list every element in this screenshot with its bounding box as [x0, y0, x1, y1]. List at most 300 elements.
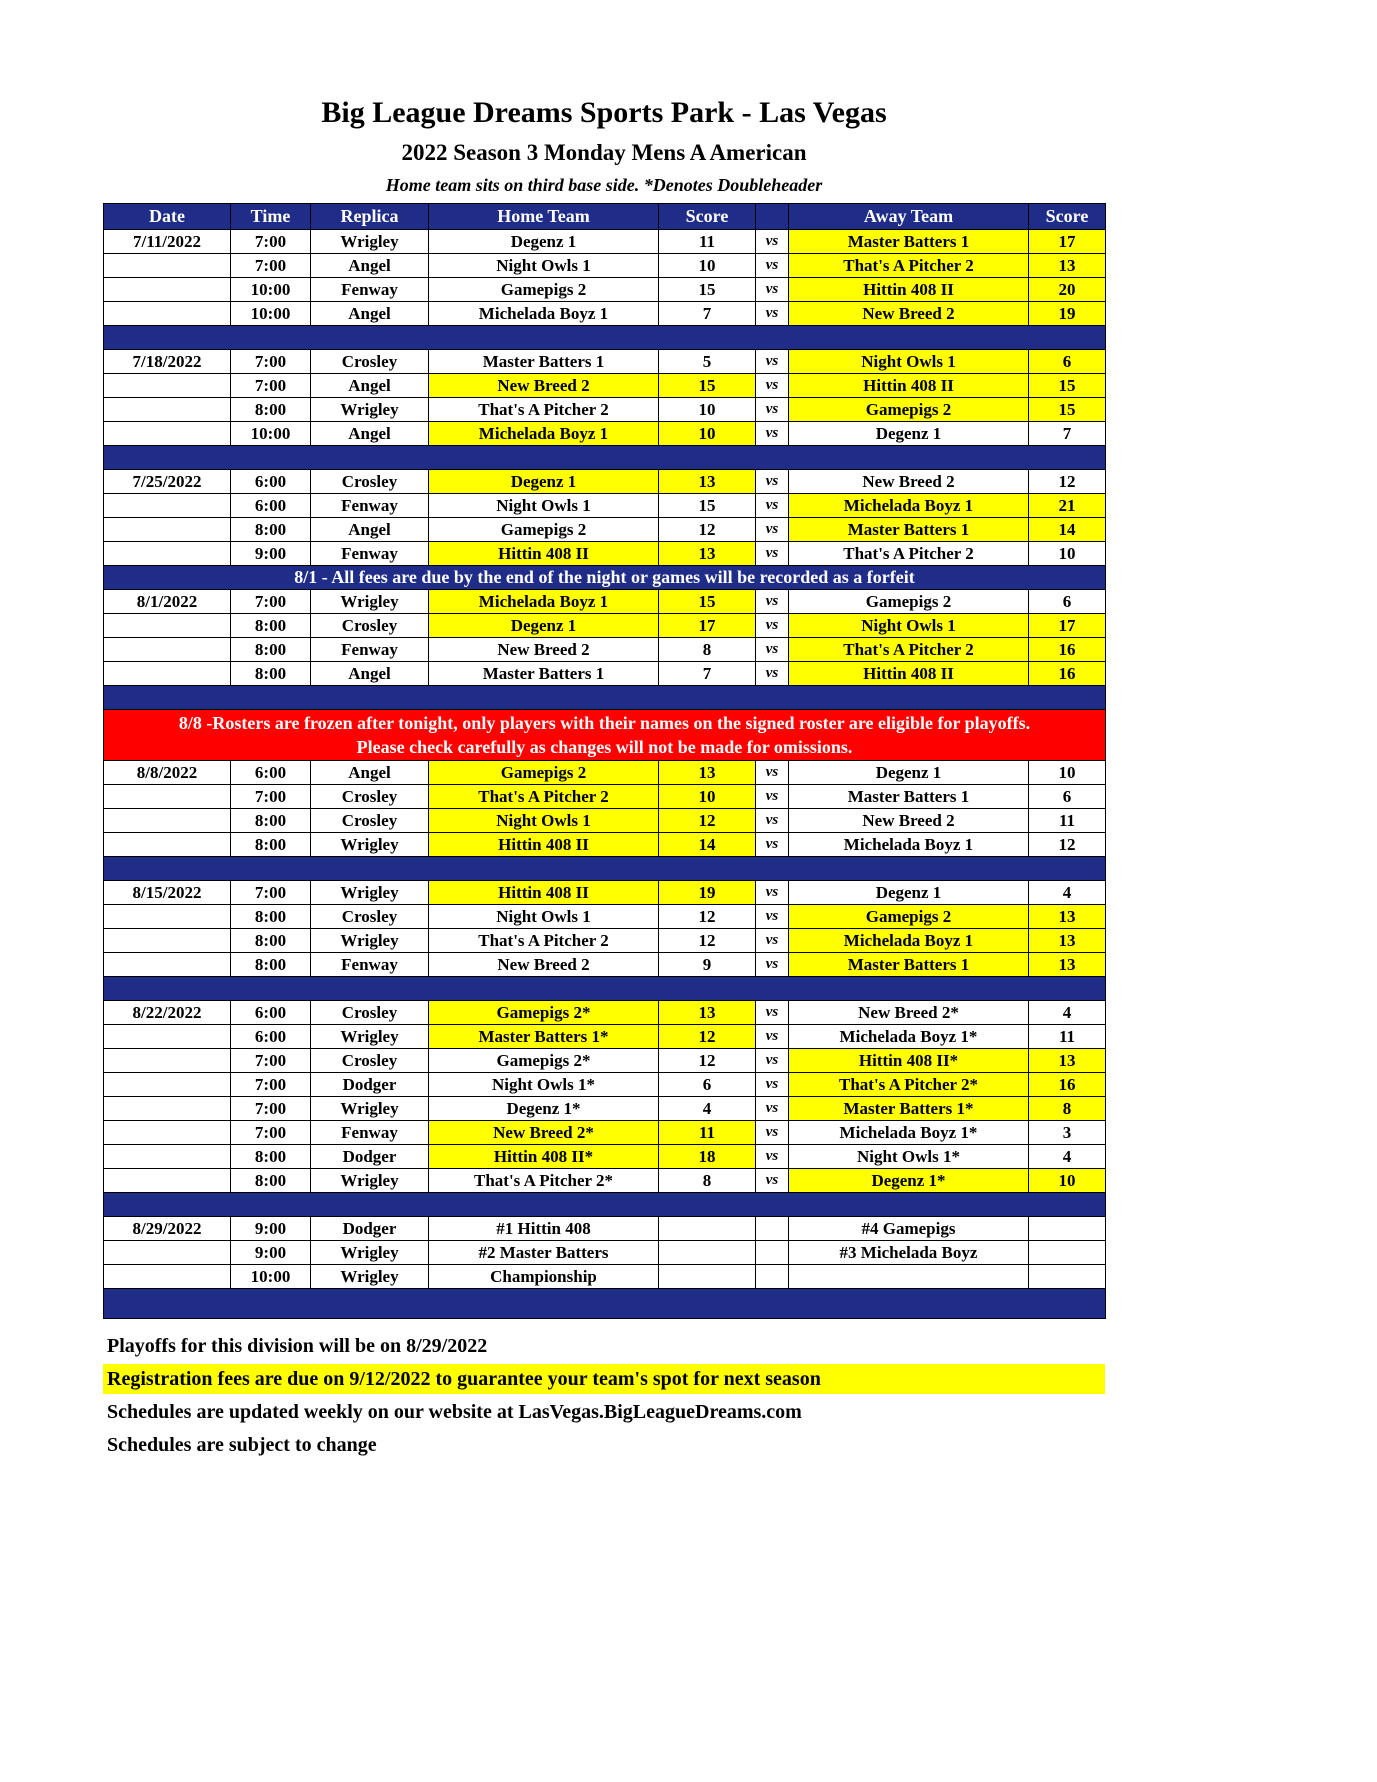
date-cell [104, 1169, 231, 1193]
vs-cell: vs [756, 230, 789, 254]
home-team-cell: Master Batters 1 [429, 662, 659, 686]
home-score-cell: 10 [659, 785, 756, 809]
game-row [104, 953, 1106, 977]
home-score-cell: 10 [659, 398, 756, 422]
game-row [104, 1049, 1106, 1073]
home-team-cell: Night Owls 1* [429, 1073, 659, 1097]
divider-band [104, 326, 1106, 350]
date-cell [104, 929, 231, 953]
away-score-cell: 11 [1029, 809, 1106, 833]
away-score-cell: 3 [1029, 1121, 1106, 1145]
game-row [104, 1097, 1106, 1121]
date-cell [104, 638, 231, 662]
replica-cell: Crosley [311, 614, 429, 638]
away-score-cell: 8 [1029, 1097, 1106, 1121]
home-score-cell: 8 [659, 1169, 756, 1193]
home-team-cell: Night Owls 1 [429, 494, 659, 518]
time-cell: 9:00 [231, 1241, 311, 1265]
home-score-cell: 18 [659, 1145, 756, 1169]
vs-cell: vs [756, 302, 789, 326]
away-score-cell: 4 [1029, 881, 1106, 905]
time-cell: 10:00 [231, 1265, 311, 1289]
away-score-cell: 10 [1029, 761, 1106, 785]
away-team-cell: New Breed 2 [789, 302, 1029, 326]
home-team-cell: Gamepigs 2 [429, 518, 659, 542]
game-row [104, 1073, 1106, 1097]
time-cell: 7:00 [231, 1097, 311, 1121]
away-score-cell [1029, 1217, 1106, 1241]
date-cell [104, 302, 231, 326]
away-score-cell: 20 [1029, 278, 1106, 302]
away-team-cell: New Breed 2 [789, 809, 1029, 833]
away-score-cell: 17 [1029, 614, 1106, 638]
date-cell: 8/8/2022 [104, 761, 231, 785]
column-header-replica: Replica [311, 204, 429, 230]
home-team-cell: Hittin 408 II [429, 881, 659, 905]
replica-cell: Crosley [311, 1049, 429, 1073]
time-cell: 9:00 [231, 1217, 311, 1241]
vs-cell: vs [756, 1169, 789, 1193]
home-team-cell: Degenz 1 [429, 470, 659, 494]
roster-alert-text: 8/8 -Rosters are frozen after tonight, only players with their names on the signed roster are eligible for playoffs. Please check carefully as changes will not be made for omissions. [104, 710, 1106, 761]
home-score-cell: 11 [659, 1121, 756, 1145]
game-row [104, 905, 1106, 929]
footer-registration-note: Registration fees are due on 9/12/2022 to guarantee your team's spot for next season [103, 1364, 1105, 1394]
away-team-cell: #4 Gamepigs [789, 1217, 1029, 1241]
home-team-cell: Hittin 408 II [429, 542, 659, 566]
away-score-cell: 13 [1029, 254, 1106, 278]
replica-cell: Fenway [311, 953, 429, 977]
time-cell: 7:00 [231, 590, 311, 614]
away-team-cell: That's A Pitcher 2 [789, 542, 1029, 566]
page-subtitle: 2022 Season 3 Monday Mens A American [401, 140, 807, 165]
game-row [104, 422, 1106, 446]
replica-cell: Wrigley [311, 230, 429, 254]
game-row [104, 230, 1106, 254]
vs-cell: vs [756, 1025, 789, 1049]
game-row [104, 1169, 1106, 1193]
game-row [104, 494, 1106, 518]
home-score-cell: 8 [659, 638, 756, 662]
home-team-cell: #1 Hittin 408 [429, 1217, 659, 1241]
game-row [104, 1121, 1106, 1145]
vs-cell: vs [756, 422, 789, 446]
away-score-cell: 6 [1029, 785, 1106, 809]
home-score-cell [659, 1241, 756, 1265]
away-score-cell: 11 [1029, 1025, 1106, 1049]
vs-cell: vs [756, 905, 789, 929]
time-cell: 7:00 [231, 881, 311, 905]
time-cell: 8:00 [231, 1169, 311, 1193]
home-team-cell: Gamepigs 2* [429, 1001, 659, 1025]
home-team-cell: Gamepigs 2 [429, 761, 659, 785]
column-header-score: Score [659, 204, 756, 230]
away-team-cell: Master Batters 1 [789, 230, 1029, 254]
vs-cell: vs [756, 614, 789, 638]
replica-cell: Fenway [311, 638, 429, 662]
time-cell: 8:00 [231, 518, 311, 542]
time-cell: 9:00 [231, 542, 311, 566]
home-score-cell: 12 [659, 518, 756, 542]
vs-cell: vs [756, 809, 789, 833]
time-cell: 6:00 [231, 1001, 311, 1025]
game-row [104, 302, 1106, 326]
home-score-cell: 19 [659, 881, 756, 905]
replica-cell: Dodger [311, 1073, 429, 1097]
time-cell: 10:00 [231, 422, 311, 446]
away-team-cell: New Breed 2* [789, 1001, 1029, 1025]
time-cell: 8:00 [231, 809, 311, 833]
replica-cell: Angel [311, 422, 429, 446]
game-row [104, 614, 1106, 638]
away-score-cell: 4 [1029, 1001, 1106, 1025]
replica-cell: Crosley [311, 809, 429, 833]
home-team-cell: Night Owls 1 [429, 254, 659, 278]
vs-cell: vs [756, 542, 789, 566]
away-score-cell: 13 [1029, 1049, 1106, 1073]
replica-cell: Angel [311, 662, 429, 686]
home-team-cell: #2 Master Batters [429, 1241, 659, 1265]
away-score-cell: 12 [1029, 470, 1106, 494]
away-score-cell: 16 [1029, 1073, 1106, 1097]
playoff-row [104, 1241, 1106, 1265]
column-header-home-team: Home Team [429, 204, 659, 230]
date-cell [104, 662, 231, 686]
replica-cell: Crosley [311, 350, 429, 374]
home-team-cell: Night Owls 1 [429, 905, 659, 929]
time-cell: 7:00 [231, 254, 311, 278]
date-cell: 7/18/2022 [104, 350, 231, 374]
away-team-cell: #3 Michelada Boyz [789, 1241, 1029, 1265]
home-score-cell: 9 [659, 953, 756, 977]
date-cell: 8/29/2022 [104, 1217, 231, 1241]
divider-band [104, 857, 1106, 881]
time-cell: 6:00 [231, 494, 311, 518]
vs-cell: vs [756, 398, 789, 422]
replica-cell: Fenway [311, 494, 429, 518]
divider-row [104, 857, 1106, 881]
game-row [104, 785, 1106, 809]
away-team-cell: Hittin 408 II [789, 662, 1029, 686]
vs-cell: vs [756, 1121, 789, 1145]
home-team-cell: Michelada Boyz 1 [429, 422, 659, 446]
away-team-cell: New Breed 2 [789, 470, 1029, 494]
home-team-cell: Degenz 1* [429, 1097, 659, 1121]
replica-cell: Wrigley [311, 929, 429, 953]
away-score-cell: 17 [1029, 230, 1106, 254]
away-team-cell: That's A Pitcher 2 [789, 254, 1029, 278]
date-cell: 7/25/2022 [104, 470, 231, 494]
away-score-cell: 14 [1029, 518, 1106, 542]
replica-cell: Fenway [311, 542, 429, 566]
replica-cell: Wrigley [311, 833, 429, 857]
page-header [103, 96, 1377, 196]
vs-cell: vs [756, 761, 789, 785]
time-cell: 8:00 [231, 833, 311, 857]
fees-notice-text: 8/1 - All fees are due by the end of the night or games will be recorded as a forfeit [104, 566, 1106, 590]
away-team-cell: Gamepigs 2 [789, 590, 1029, 614]
vs-cell: vs [756, 278, 789, 302]
vs-cell [756, 1241, 789, 1265]
date-cell [104, 1097, 231, 1121]
home-score-cell: 12 [659, 1049, 756, 1073]
date-cell [104, 542, 231, 566]
time-cell: 7:00 [231, 374, 311, 398]
away-team-cell: That's A Pitcher 2 [789, 638, 1029, 662]
replica-cell: Dodger [311, 1145, 429, 1169]
away-score-cell: 10 [1029, 542, 1106, 566]
home-score-cell: 13 [659, 1001, 756, 1025]
date-cell [104, 785, 231, 809]
schedule-table-body [104, 230, 1106, 1319]
away-team-cell: Hittin 408 II [789, 374, 1029, 398]
date-cell [104, 1073, 231, 1097]
replica-cell: Wrigley [311, 1169, 429, 1193]
home-score-cell: 13 [659, 470, 756, 494]
away-score-cell: 13 [1029, 953, 1106, 977]
home-score-cell: 10 [659, 254, 756, 278]
home-score-cell: 12 [659, 1025, 756, 1049]
away-team-cell: Master Batters 1 [789, 953, 1029, 977]
divider-band [104, 1289, 1106, 1319]
game-row [104, 1025, 1106, 1049]
time-cell: 8:00 [231, 662, 311, 686]
vs-cell: vs [756, 1073, 789, 1097]
home-score-cell: 7 [659, 662, 756, 686]
home-team-cell: Degenz 1 [429, 614, 659, 638]
date-cell [104, 518, 231, 542]
replica-cell: Wrigley [311, 1025, 429, 1049]
footer-website-note: Schedules are updated weekly on our website at LasVegas.BigLeagueDreams.com [107, 1401, 802, 1423]
schedule-table [103, 203, 1106, 1319]
page-title: Big League Dreams Sports Park - Las Vegas [321, 96, 887, 129]
replica-cell: Wrigley [311, 398, 429, 422]
vs-cell: vs [756, 590, 789, 614]
away-score-cell: 15 [1029, 374, 1106, 398]
game-row [104, 350, 1106, 374]
away-score-cell: 10 [1029, 1169, 1106, 1193]
divider-row [104, 977, 1106, 1001]
home-score-cell: 15 [659, 374, 756, 398]
date-cell [104, 1049, 231, 1073]
home-team-cell: New Breed 2* [429, 1121, 659, 1145]
header-note: Home team sits on third base side. *Denotes Doubleheader [385, 175, 823, 195]
home-team-cell: Degenz 1 [429, 230, 659, 254]
home-score-cell: 6 [659, 1073, 756, 1097]
away-score-cell: 6 [1029, 350, 1106, 374]
replica-cell: Dodger [311, 1217, 429, 1241]
home-score-cell: 14 [659, 833, 756, 857]
vs-cell: vs [756, 881, 789, 905]
roster-alert-row [104, 710, 1106, 761]
home-score-cell: 7 [659, 302, 756, 326]
game-row [104, 254, 1106, 278]
game-row [104, 518, 1106, 542]
replica-cell: Angel [311, 518, 429, 542]
home-team-cell: Gamepigs 2 [429, 278, 659, 302]
home-score-cell: 15 [659, 590, 756, 614]
home-score-cell: 13 [659, 542, 756, 566]
vs-cell: vs [756, 494, 789, 518]
game-row [104, 638, 1106, 662]
away-team-cell: Degenz 1 [789, 422, 1029, 446]
footer-playoffs-note: Playoffs for this division will be on 8/29/2022 [107, 1335, 488, 1357]
date-cell [104, 1265, 231, 1289]
replica-cell: Wrigley [311, 881, 429, 905]
time-cell: 7:00 [231, 1073, 311, 1097]
home-score-cell: 12 [659, 809, 756, 833]
game-row [104, 881, 1106, 905]
time-cell: 7:00 [231, 1049, 311, 1073]
game-row [104, 1145, 1106, 1169]
replica-cell: Crosley [311, 905, 429, 929]
away-team-cell [789, 1265, 1029, 1289]
time-cell: 8:00 [231, 614, 311, 638]
game-row [104, 929, 1106, 953]
divider-band [104, 686, 1106, 710]
away-score-cell: 13 [1029, 905, 1106, 929]
away-team-cell: Degenz 1 [789, 881, 1029, 905]
column-header-score: Score [1029, 204, 1106, 230]
vs-cell: vs [756, 1049, 789, 1073]
time-cell: 8:00 [231, 953, 311, 977]
away-team-cell: Michelada Boyz 1 [789, 833, 1029, 857]
time-cell: 7:00 [231, 230, 311, 254]
time-cell: 8:00 [231, 905, 311, 929]
date-cell [104, 953, 231, 977]
date-cell [104, 374, 231, 398]
away-score-cell: 19 [1029, 302, 1106, 326]
replica-cell: Angel [311, 374, 429, 398]
away-team-cell: Michelada Boyz 1 [789, 494, 1029, 518]
game-row [104, 470, 1106, 494]
away-team-cell: Master Batters 1 [789, 518, 1029, 542]
time-cell: 7:00 [231, 785, 311, 809]
home-team-cell: Master Batters 1* [429, 1025, 659, 1049]
time-cell: 6:00 [231, 470, 311, 494]
footer-subject-note: Schedules are subject to change [107, 1434, 377, 1456]
date-cell [104, 1145, 231, 1169]
vs-cell: vs [756, 350, 789, 374]
divider-band [104, 977, 1106, 1001]
away-score-cell: 4 [1029, 1145, 1106, 1169]
date-cell: 8/22/2022 [104, 1001, 231, 1025]
vs-cell: vs [756, 374, 789, 398]
home-team-cell: Michelada Boyz 1 [429, 590, 659, 614]
home-score-cell [659, 1265, 756, 1289]
away-score-cell [1029, 1241, 1106, 1265]
game-row [104, 1001, 1106, 1025]
home-score-cell: 13 [659, 761, 756, 785]
game-row [104, 662, 1106, 686]
home-team-cell: Gamepigs 2* [429, 1049, 659, 1073]
home-team-cell: Championship [429, 1265, 659, 1289]
date-cell [104, 254, 231, 278]
away-team-cell: Night Owls 1 [789, 350, 1029, 374]
away-team-cell: Night Owls 1* [789, 1145, 1029, 1169]
home-score-cell: 12 [659, 905, 756, 929]
time-cell: 7:00 [231, 1121, 311, 1145]
away-team-cell: That's A Pitcher 2* [789, 1073, 1029, 1097]
home-team-cell: That's A Pitcher 2 [429, 785, 659, 809]
date-cell [104, 1241, 231, 1265]
replica-cell: Angel [311, 302, 429, 326]
vs-cell: vs [756, 953, 789, 977]
date-cell [104, 614, 231, 638]
date-cell: 7/11/2022 [104, 230, 231, 254]
replica-cell: Fenway [311, 278, 429, 302]
time-cell: 10:00 [231, 302, 311, 326]
vs-cell: vs [756, 785, 789, 809]
replica-cell: Crosley [311, 1001, 429, 1025]
vs-cell: vs [756, 470, 789, 494]
date-cell [104, 1025, 231, 1049]
away-score-cell: 15 [1029, 398, 1106, 422]
column-header-date: Date [104, 204, 231, 230]
replica-cell: Wrigley [311, 1265, 429, 1289]
away-team-cell: Degenz 1 [789, 761, 1029, 785]
away-team-cell: Michelada Boyz 1* [789, 1121, 1029, 1145]
time-cell: 6:00 [231, 761, 311, 785]
replica-cell: Angel [311, 761, 429, 785]
home-score-cell: 11 [659, 230, 756, 254]
column-header-vs [756, 204, 789, 230]
date-cell: 8/1/2022 [104, 590, 231, 614]
column-header-time: Time [231, 204, 311, 230]
replica-cell: Angel [311, 254, 429, 278]
divider-band [104, 446, 1106, 470]
home-team-cell: That's A Pitcher 2 [429, 929, 659, 953]
home-team-cell: Hittin 408 II* [429, 1145, 659, 1169]
away-team-cell: Hittin 408 II [789, 278, 1029, 302]
away-team-cell: Night Owls 1 [789, 614, 1029, 638]
divider-row [104, 326, 1106, 350]
home-score-cell: 17 [659, 614, 756, 638]
time-cell: 8:00 [231, 929, 311, 953]
away-team-cell: Gamepigs 2 [789, 905, 1029, 929]
away-team-cell: Michelada Boyz 1 [789, 929, 1029, 953]
away-team-cell: Gamepigs 2 [789, 398, 1029, 422]
divider-band [104, 1193, 1106, 1217]
time-cell: 8:00 [231, 1145, 311, 1169]
away-team-cell: Master Batters 1 [789, 785, 1029, 809]
date-cell [104, 494, 231, 518]
date-cell [104, 1121, 231, 1145]
replica-cell: Wrigley [311, 1241, 429, 1265]
away-score-cell: 13 [1029, 929, 1106, 953]
away-team-cell: Degenz 1* [789, 1169, 1029, 1193]
playoff-row [104, 1217, 1106, 1241]
home-score-cell [659, 1217, 756, 1241]
away-team-cell: Master Batters 1* [789, 1097, 1029, 1121]
replica-cell: Crosley [311, 470, 429, 494]
replica-cell: Crosley [311, 785, 429, 809]
game-row [104, 398, 1106, 422]
divider-row [104, 1193, 1106, 1217]
vs-cell: vs [756, 254, 789, 278]
replica-cell: Wrigley [311, 590, 429, 614]
divider-row [104, 1289, 1106, 1319]
playoff-row [104, 1265, 1106, 1289]
home-score-cell: 5 [659, 350, 756, 374]
home-team-cell: New Breed 2 [429, 374, 659, 398]
home-score-cell: 4 [659, 1097, 756, 1121]
game-row [104, 833, 1106, 857]
away-team-cell: Hittin 408 II* [789, 1049, 1029, 1073]
home-team-cell: New Breed 2 [429, 638, 659, 662]
replica-cell: Wrigley [311, 1097, 429, 1121]
vs-cell: vs [756, 638, 789, 662]
